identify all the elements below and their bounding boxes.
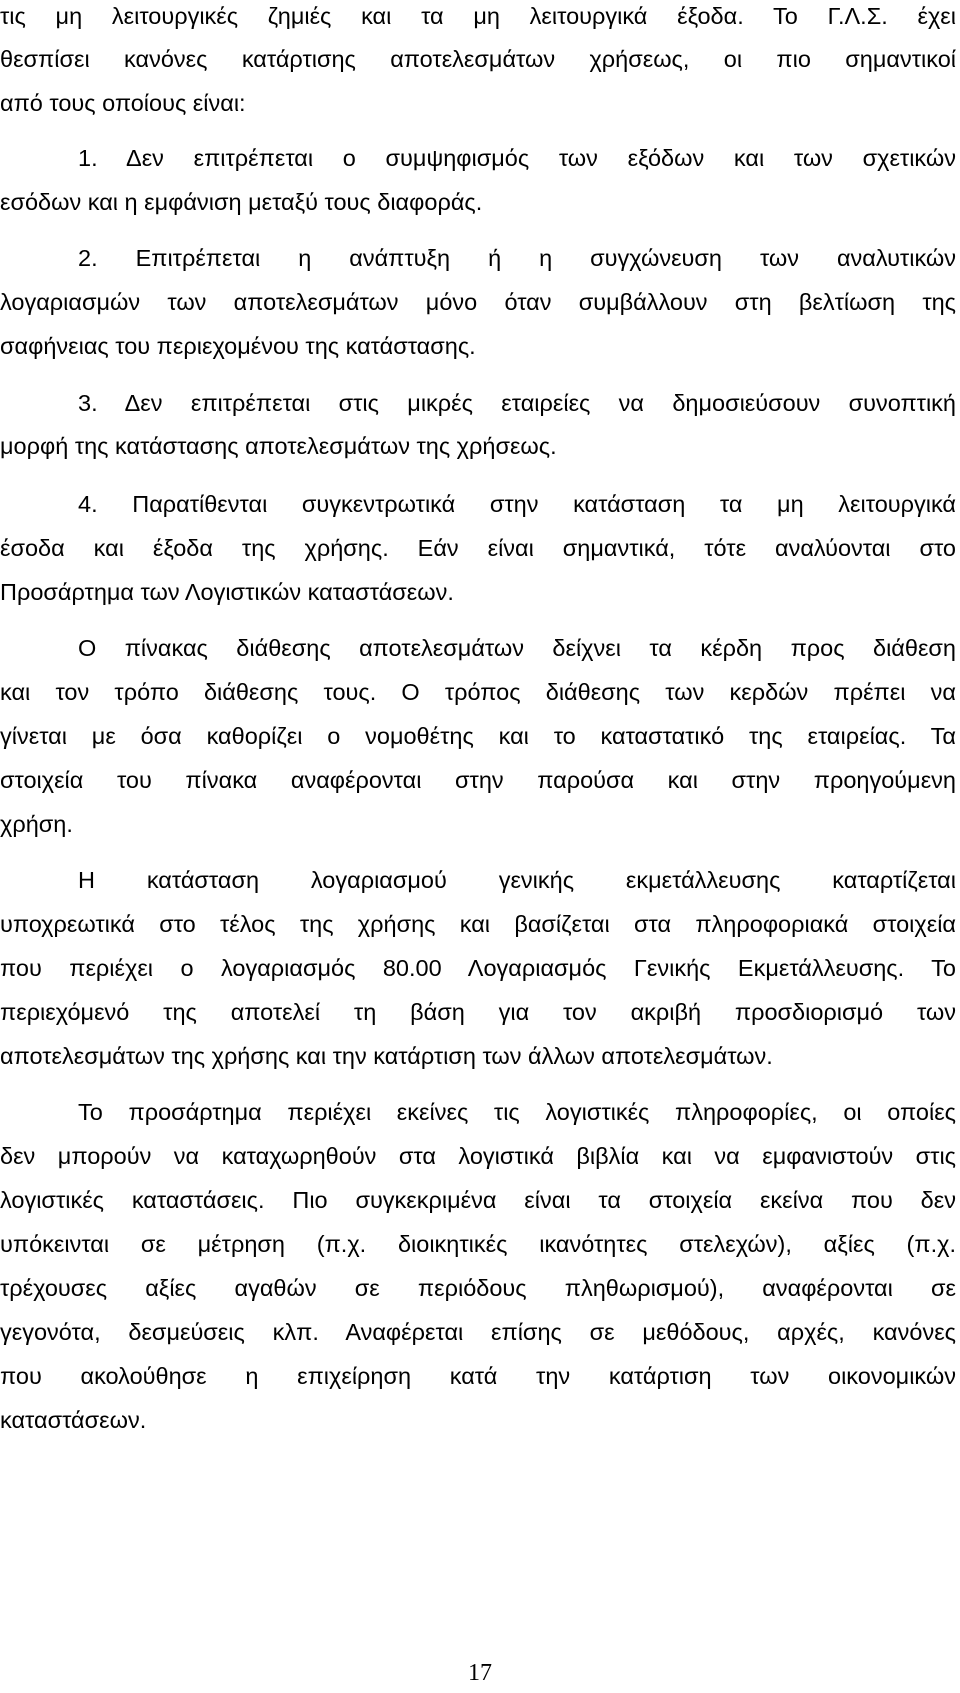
- list-item-4-line: 4. Παρατίθενται συγκεντρωτικά στην κατάσταση τα μη λειτουργικά: [78, 491, 956, 517]
- paragraph-first-line: Ο πίνακας διάθεσης αποτελεσμάτων δείχνει τα κέρδη προς διάθεση: [78, 635, 956, 661]
- text-line: γεγονότα, δεσμεύσεις κλπ. Αναφέρεται επίσης σε μεθόδους, αρχές, κανόνες: [0, 1319, 956, 1345]
- text-line: υποχρεωτικά στο τέλος της χρήσης και βασίζεται στα πληροφοριακά στοιχεία: [0, 911, 956, 937]
- text-line: σαφήνειας του περιεχομένου της κατάστασης.: [0, 333, 476, 359]
- text-line: από τους οποίους είναι:: [0, 90, 246, 116]
- text-line: στοιχεία του πίνακα αναφέρονται στην παρούσα και στην προηγούμενη: [0, 767, 956, 793]
- text-line: γίνεται με όσα καθορίζει ο νομοθέτης και το καταστατικό της εταιρείας. Τα: [0, 723, 956, 749]
- text-line: χρήση.: [0, 811, 73, 837]
- text-line: και τον τρόπο διάθεσης τους. Ο τρόπος διάθεσης των κερδών πρέπει να: [0, 679, 956, 705]
- text-line: τρέχουσες αξίες αγαθών σε περιόδους πληθωρισμού), αναφέρονται σε: [0, 1275, 956, 1301]
- text-line: που ακολούθησε η επιχείρηση κατά την κατάρτιση των οικονομικών: [0, 1363, 956, 1389]
- text-line: μορφή της κατάστασης αποτελεσμάτων της χρήσεως.: [0, 433, 557, 459]
- page-number: 17: [468, 1660, 492, 1686]
- text-line: έσοδα και έξοδα της χρήσης. Εάν είναι σημαντικά, τότε αναλύονται στο: [0, 535, 956, 561]
- text-line: εσόδων και η εμφάνιση μεταξύ τους διαφοράς.: [0, 189, 483, 215]
- text-line: που περιέχει ο λογαριασμός 80.00 Λογαριασμός Γενικής Εκμετάλλευσης. Το: [0, 955, 956, 981]
- text-line: Προσάρτημα των Λογιστικών καταστάσεων.: [0, 579, 454, 605]
- list-item-2-line: 2. Επιτρέπεται η ανάπτυξη ή η συγχώνευση των αναλυτικών: [78, 245, 956, 271]
- paragraph-first-line: Η κατάσταση λογαριασμού γενικής εκμετάλλευσης καταρτίζεται: [78, 867, 956, 893]
- text-line: θεσπίσει κανόνες κατάρτισης αποτελεσμάτων χρήσεως, οι πιο σημαντικοί: [0, 46, 956, 72]
- text-line: λογιστικές καταστάσεις. Πιο συγκεκριμένα είναι τα στοιχεία εκείνα που δεν: [0, 1187, 956, 1213]
- text-line: περιεχόμενό της αποτελεί τη βάση για τον ακριβή προσδιορισμό των: [0, 999, 956, 1025]
- text-line: υπόκεινται σε μέτρηση (π.χ. διοικητικές ικανότητες στελεχών), αξίες (π.χ.: [0, 1231, 956, 1257]
- text-line: καταστάσεων.: [0, 1407, 147, 1433]
- list-item-1-line: 1. Δεν επιτρέπεται ο συμψηφισμός των εξόδων και των σχετικών: [78, 145, 956, 171]
- list-item-3-line: 3. Δεν επιτρέπεται στις μικρές εταιρείες να δημοσιεύσουν συνοπτική: [78, 390, 956, 416]
- paragraph-first-line: Το προσάρτημα περιέχει εκείνες τις λογιστικές πληροφορίες, οι οποίες: [78, 1099, 956, 1125]
- text-line: τις μη λειτουργικές ζημιές και τα μη λειτουργικά έξοδα. Το Γ.Λ.Σ. έχει: [0, 3, 956, 29]
- text-line: δεν μπορούν να καταχωρηθούν στα λογιστικά βιβλία και να εμφανιστούν στις: [0, 1143, 956, 1169]
- text-line: αποτελεσμάτων της χρήσης και την κατάρτιση των άλλων αποτελεσμάτων.: [0, 1043, 773, 1069]
- text-line: λογαριασμών των αποτελεσμάτων μόνο όταν συμβάλλουν στη βελτίωση της: [0, 289, 956, 315]
